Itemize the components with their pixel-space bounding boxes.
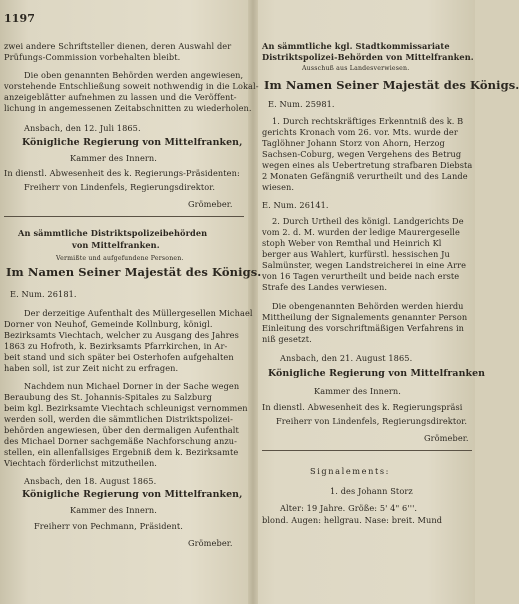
text-line: 1863 zu Hofroth, k. Bezirksamts Pfarrkirchen, in Ar- [4,341,228,351]
text-line: Mittheilung der Signalements genannter Person [262,312,468,322]
reference-number: E. Num. 26181. [10,289,77,299]
section-caption: Vermißte und aufgefundene Personen. [56,255,184,262]
authority-heading: Königliche Regierung von Mittelfranken, [22,489,243,500]
text-line: niß gesetzt. [262,334,312,344]
authority-heading: Königliche Regierung von Mittelfranken [268,368,486,379]
text-line: beim kgl. Bezirksamte Viechtach schleunigst vernommen [4,403,248,413]
text-line: In dienstl. Abwesenheit des k. Regierungs-Präsidenten: [4,168,240,178]
text-line: stoph Weber von Remthal und Heinrich Kl [262,238,442,248]
text-line: 1. Durch rechtskräftiges Erkenntniß des k. B [272,116,464,126]
text-line: Taglöhner Johann Storz von Ahorn, Herzog [262,138,445,148]
text-line: Nachdem nun Michael Dorner in der Sache wegen [24,381,240,391]
text-line: Bezirksamts Viechtach, welcher zu Ausgang des Jahres [4,330,239,340]
signalement-detail: Alter: 19 Jahre. Größe: 5' 4" 6'''. [280,503,418,513]
text-line: von 16 Tagen verurtheilt und beide nach erste [262,271,460,281]
text-line: 2 Monaten Gefängniß verurtheilt und des Lande [262,171,468,181]
royal-heading: Im Namen Seiner Majestät des Königs. [264,78,519,92]
reference-number: E. Num. 25981. [268,99,335,109]
section-divider [4,216,244,217]
section-caption: Ausschuß aus Landesverwiesen. [302,65,410,72]
signature-line: Freiherr von Pechmann, Präsident. [34,521,183,531]
page-number: 1197 [4,12,36,25]
text-line: zwei andere Schriftsteller dienen, deren Auswahl der [4,41,232,51]
authority-subheading: Kammer des Innern. [70,153,157,163]
text-line: des Michael Dorner sachgemäße Nachforschung anzu- [4,436,237,446]
text-line: wiesen. [262,182,295,192]
text-line: Viechtach förderlichst mitzutheilen. [4,458,158,468]
text-line: Beraubung des St. Johannis-Spitales zu Salzburg [4,392,212,402]
text-line: Der derzeitige Aufenthalt des Müllergesellen Michael [24,308,253,318]
text-line: werden soll, werden die sämmtlichen Distriktspolizei- [4,414,233,424]
addressee-line: An sämmtliche kgl. Stadtkommissariate [262,41,450,51]
text-line: Dorner von Neuhof, Gemeinde Kollnburg, königl. [4,319,213,329]
signalement-name: 1. des Johann Storz [330,486,413,496]
text-line: Die obengenannten Behörden werden hierdu [272,301,464,311]
signature-line: Freiherr von Lindenfels, Regierungsdirektor. [24,182,216,192]
text-line: 2. Durch Urtheil des königl. Landgerichts De [272,216,464,226]
dateline: Ansbach, den 12. Juli 1865. [24,123,141,133]
section-divider [262,450,472,451]
signature-name: Grömeber. [188,538,233,548]
text-line: Die oben genannten Behörden werden angewiesen, [24,70,244,80]
text-line: anzeigeblätter aufnehmen zu lassen und die Veröffent- [4,92,237,102]
signalements-heading: Signalements: [310,466,391,476]
text-line: vorstehende Entschließung soweit nothwendig in die Lokal- [4,81,259,91]
royal-heading: Im Namen Seiner Majestät des Königs. [6,265,262,279]
authority-heading: Königliche Regierung von Mittelfranken, [22,137,243,148]
authority-subheading: Kammer des Innern. [314,386,401,396]
authority-subheading: Kammer des Innern. [70,505,157,515]
signature-line: Freiherr von Lindenfels, Regierungsdirektor. [276,416,468,426]
text-line: wegen eines als Uebertretung strafbaren Diebsta [262,160,473,170]
text-line: stellen, ein allenfallsiges Ergebniß dem k. Bezirksamte [4,447,239,457]
reference-number: E. Num. 26141. [262,200,329,210]
signature-name: Grömeber. [424,433,469,443]
text-line: Einleitung des vorschriftmäßigen Verfahrens in [262,323,465,333]
right-column [258,0,519,604]
text-line: Sachsen-Coburg, wegen Vergehens des Betrug [262,149,462,159]
text-line: berger aus Wahlert, kurfürstl. hessischen Ju [262,249,450,259]
text-line: Strafe des Landes verwiesen. [262,282,388,292]
signature-name: Grömeber. [188,199,233,209]
text-line: beit stand und sich später bei Osterhofen aufgehalten [4,352,234,362]
addressee-line: An sämmtliche Distriktspolizeibehörden [18,228,208,238]
addressee-line: von Mittelfranken. [72,240,160,250]
addressee-line: Distriktspolizei-Behörden von Mittelfranken. [262,52,474,62]
text-line: gerichts Kronach vom 26. vor. Mts. wurde der [262,127,458,137]
signalement-detail: blond. Augen: hellgrau. Nase: breit. Mund [262,515,443,525]
text-line: vom 2. d. M. wurden der ledige Maurergeselle [262,227,460,237]
dateline: Ansbach, den 18. August 1865. [24,476,157,486]
text-line: Prüfungs-Commission vorbehalten bleibt. [4,52,181,62]
text-line: lichung in angemessenen Zeitabschnitten zu wiederholen. [4,103,252,113]
dateline: Ansbach, den 21. August 1865. [280,353,413,363]
text-line: behörden angewiesen, über den dermaligen Aufenthalt [4,425,239,435]
text-line: haben soll, ist zur Zeit nicht zu erfragen. [4,363,179,373]
text-line: In dienstl. Abwesenheit des k. Regierungspräsi [262,402,463,412]
text-line: Salmünster, wegen Landstreicherei in eine Arre [262,260,467,270]
